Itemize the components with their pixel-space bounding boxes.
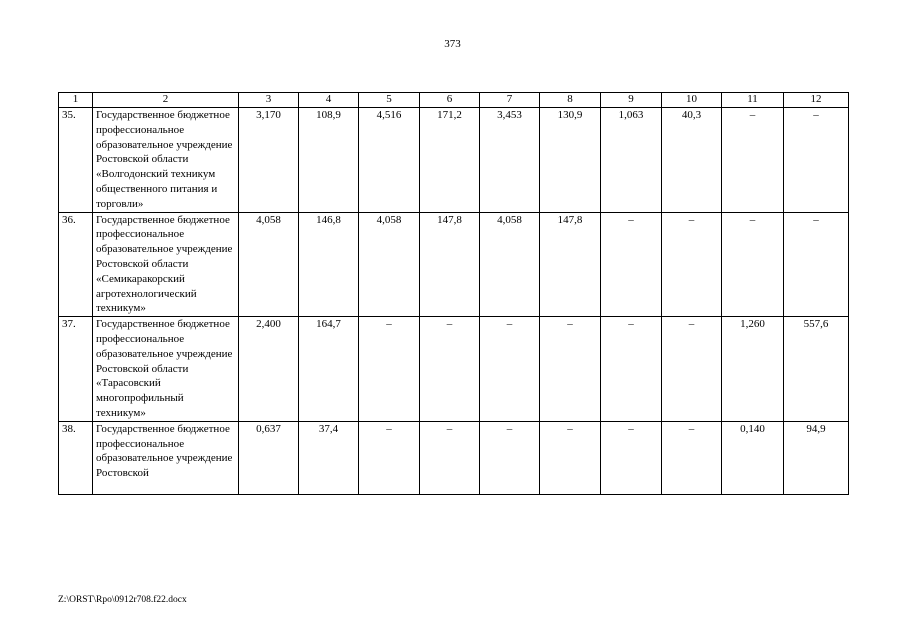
data-table bbox=[58, 92, 849, 495]
row-number: 38. bbox=[59, 421, 93, 494]
table-cell: 0,637 bbox=[239, 421, 299, 494]
table-cell: 1,063 bbox=[601, 108, 662, 213]
table-cell: 4,516 bbox=[359, 108, 420, 213]
table-row bbox=[59, 108, 849, 213]
table-cell: 130,9 bbox=[540, 108, 601, 213]
column-header: 12 bbox=[784, 93, 849, 108]
column-header: 11 bbox=[722, 93, 784, 108]
table-cell: 171,2 bbox=[420, 108, 480, 213]
table-cell: – bbox=[480, 317, 540, 422]
table-cell: – bbox=[784, 212, 849, 317]
column-header: 1 bbox=[59, 93, 93, 108]
table-cell: – bbox=[662, 317, 722, 422]
column-header: 6 bbox=[420, 93, 480, 108]
table-cell: – bbox=[601, 317, 662, 422]
column-header: 9 bbox=[601, 93, 662, 108]
row-number: 36. bbox=[59, 212, 93, 317]
table-row bbox=[59, 212, 849, 317]
table-cell: – bbox=[722, 108, 784, 213]
column-header: 3 bbox=[239, 93, 299, 108]
column-header: 10 bbox=[662, 93, 722, 108]
table-cell: 94,9 bbox=[784, 421, 849, 494]
table-row bbox=[59, 421, 849, 494]
column-header: 7 bbox=[480, 93, 540, 108]
table-cell: – bbox=[359, 421, 420, 494]
table-cell: – bbox=[601, 421, 662, 494]
table-cell: 4,058 bbox=[359, 212, 420, 317]
table-cell: – bbox=[662, 212, 722, 317]
table-cell: 1,260 bbox=[722, 317, 784, 422]
table-cell: 108,9 bbox=[299, 108, 359, 213]
institution-name: Государственное бюджетное профессиональное образовательное учреждение Ростовской области «Волгодонский техникум общественного питания и торговли» bbox=[93, 108, 239, 213]
file-path-footer: Z:\ORST\Rpo\0912r708.f22.docx bbox=[58, 595, 187, 605]
page-number: 373 bbox=[444, 38, 461, 50]
table-cell: 147,8 bbox=[540, 212, 601, 317]
column-header: 8 bbox=[540, 93, 601, 108]
table-cell: – bbox=[420, 317, 480, 422]
table-cell: 2,400 bbox=[239, 317, 299, 422]
table-cell: 557,6 bbox=[784, 317, 849, 422]
column-header: 4 bbox=[299, 93, 359, 108]
table-cell: 4,058 bbox=[480, 212, 540, 317]
institution-name bbox=[93, 421, 239, 494]
table-cell: – bbox=[359, 317, 420, 422]
table-cell: 37,4 bbox=[299, 421, 359, 494]
table-cell: 164,7 bbox=[299, 317, 359, 422]
table-cell: – bbox=[540, 421, 601, 494]
institution-name: Государственное бюджетное профессиональное образовательное учреждение Ростовской области «Тарасовский многопрофильный техникум» bbox=[93, 317, 239, 422]
row-number: 35. bbox=[59, 108, 93, 213]
table-cell: – bbox=[540, 317, 601, 422]
table-cell: 147,8 bbox=[420, 212, 480, 317]
table-cell: – bbox=[480, 421, 540, 494]
table-cell: 3,453 bbox=[480, 108, 540, 213]
table-cell: – bbox=[601, 212, 662, 317]
institution-name-text: Государственное бюджетное профессиональное образовательное учреждение Ростовской bbox=[96, 422, 233, 480]
table-cell: 40,3 bbox=[662, 108, 722, 213]
header-row bbox=[59, 93, 849, 108]
table-cell: 3,170 bbox=[239, 108, 299, 213]
table-cell: – bbox=[784, 108, 849, 213]
table-row bbox=[59, 317, 849, 422]
table-cell: – bbox=[420, 421, 480, 494]
column-header: 5 bbox=[359, 93, 420, 108]
table-cell: 146,8 bbox=[299, 212, 359, 317]
table-cell: 4,058 bbox=[239, 212, 299, 317]
table-cell: – bbox=[722, 212, 784, 317]
table-cell: 0,140 bbox=[722, 421, 784, 494]
table-cell: – bbox=[662, 421, 722, 494]
column-header: 2 bbox=[93, 93, 239, 108]
institution-name: Государственное бюджетное профессиональное образовательное учреждение Ростовской области «Семикаракорский агротехнологический техникум» bbox=[93, 212, 239, 317]
row-number: 37. bbox=[59, 317, 93, 422]
